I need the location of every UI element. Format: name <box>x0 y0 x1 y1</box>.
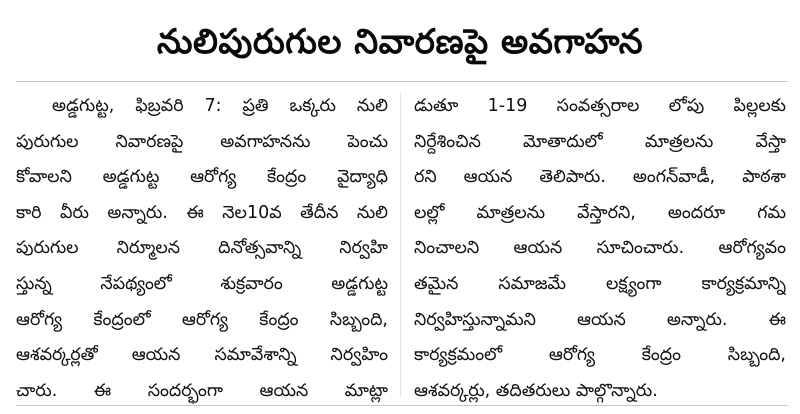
text-line: నిర్వహిస్తున్నామని ఆయన అన్నారు. ఈ <box>414 309 786 330</box>
text-line: చారు. ఈ సందర్భంగా ఆయన మాట్లా <box>16 380 388 401</box>
article-column-right <box>414 89 786 409</box>
text-line: లల్లో మాత్రలను వేస్తారని, అందరూ గమ <box>414 202 786 223</box>
text-line: కార్యక్రమంలో ఆరోగ్య కేంద్రం సిబ్బంది, <box>414 345 786 366</box>
text-line: కారి వీరు అన్నారు. ఈ నెల10వ తేదీన నులి <box>16 202 388 223</box>
text-line: రని ఆయన తెలిపారు. అంగన్‌వాడీ, పాఠశా <box>414 167 786 188</box>
text-line: కోవాలని అడ్డగుట్ట ఆరోగ్య కేంద్రం వైద్యాధి <box>16 167 388 188</box>
text-line: స్తున్న నేపథ్యంలో శుక్రవారం అడ్డగుట్ట <box>16 273 388 294</box>
text-line: నిర్దేశించిన మోతాదులో మాత్రలను వేస్తా <box>414 131 786 152</box>
text-line: పురుగుల నివారణపై అవగాహనను పెంచు <box>16 131 388 152</box>
text-line: తమైన సమాజమే లక్ష్యంగా కార్యక్రమాన్ని <box>414 273 786 294</box>
text-line: ఆశవర్కర్లతో ఆయన సమావేశాన్ని నిర్వహిం <box>16 345 388 366</box>
article-headline: నులిపురుగుల నివారణపై అవగాహన <box>156 22 644 62</box>
bottom-divider <box>16 405 788 406</box>
text-line: ఆరోగ్య కేంద్రంలో ఆరోగ్య కేంద్రం సిబ్బంది, <box>16 309 388 330</box>
text-line: నించాలని ఆయన సూచించారు. ఆరోగ్యవం <box>414 238 786 259</box>
column-separator <box>400 92 401 397</box>
text-line: అడ్డగుట్ట, ఫిబ్రవరి 7: ప్రతి ఒక్కరు నులి <box>52 96 388 116</box>
article-column-left <box>16 89 388 409</box>
headline-divider <box>16 81 788 82</box>
text-line: డుతూ 1-19 సంవత్సరాల లోపు పిల్లలకు <box>414 96 786 116</box>
text-line: ఆశవర్కర్లు, తదితరులు పాల్గొన్నారు. <box>414 380 658 401</box>
text-line: పురుగుల నిర్మూలన దినోత్సవాన్ని నిర్వహి <box>16 238 388 259</box>
